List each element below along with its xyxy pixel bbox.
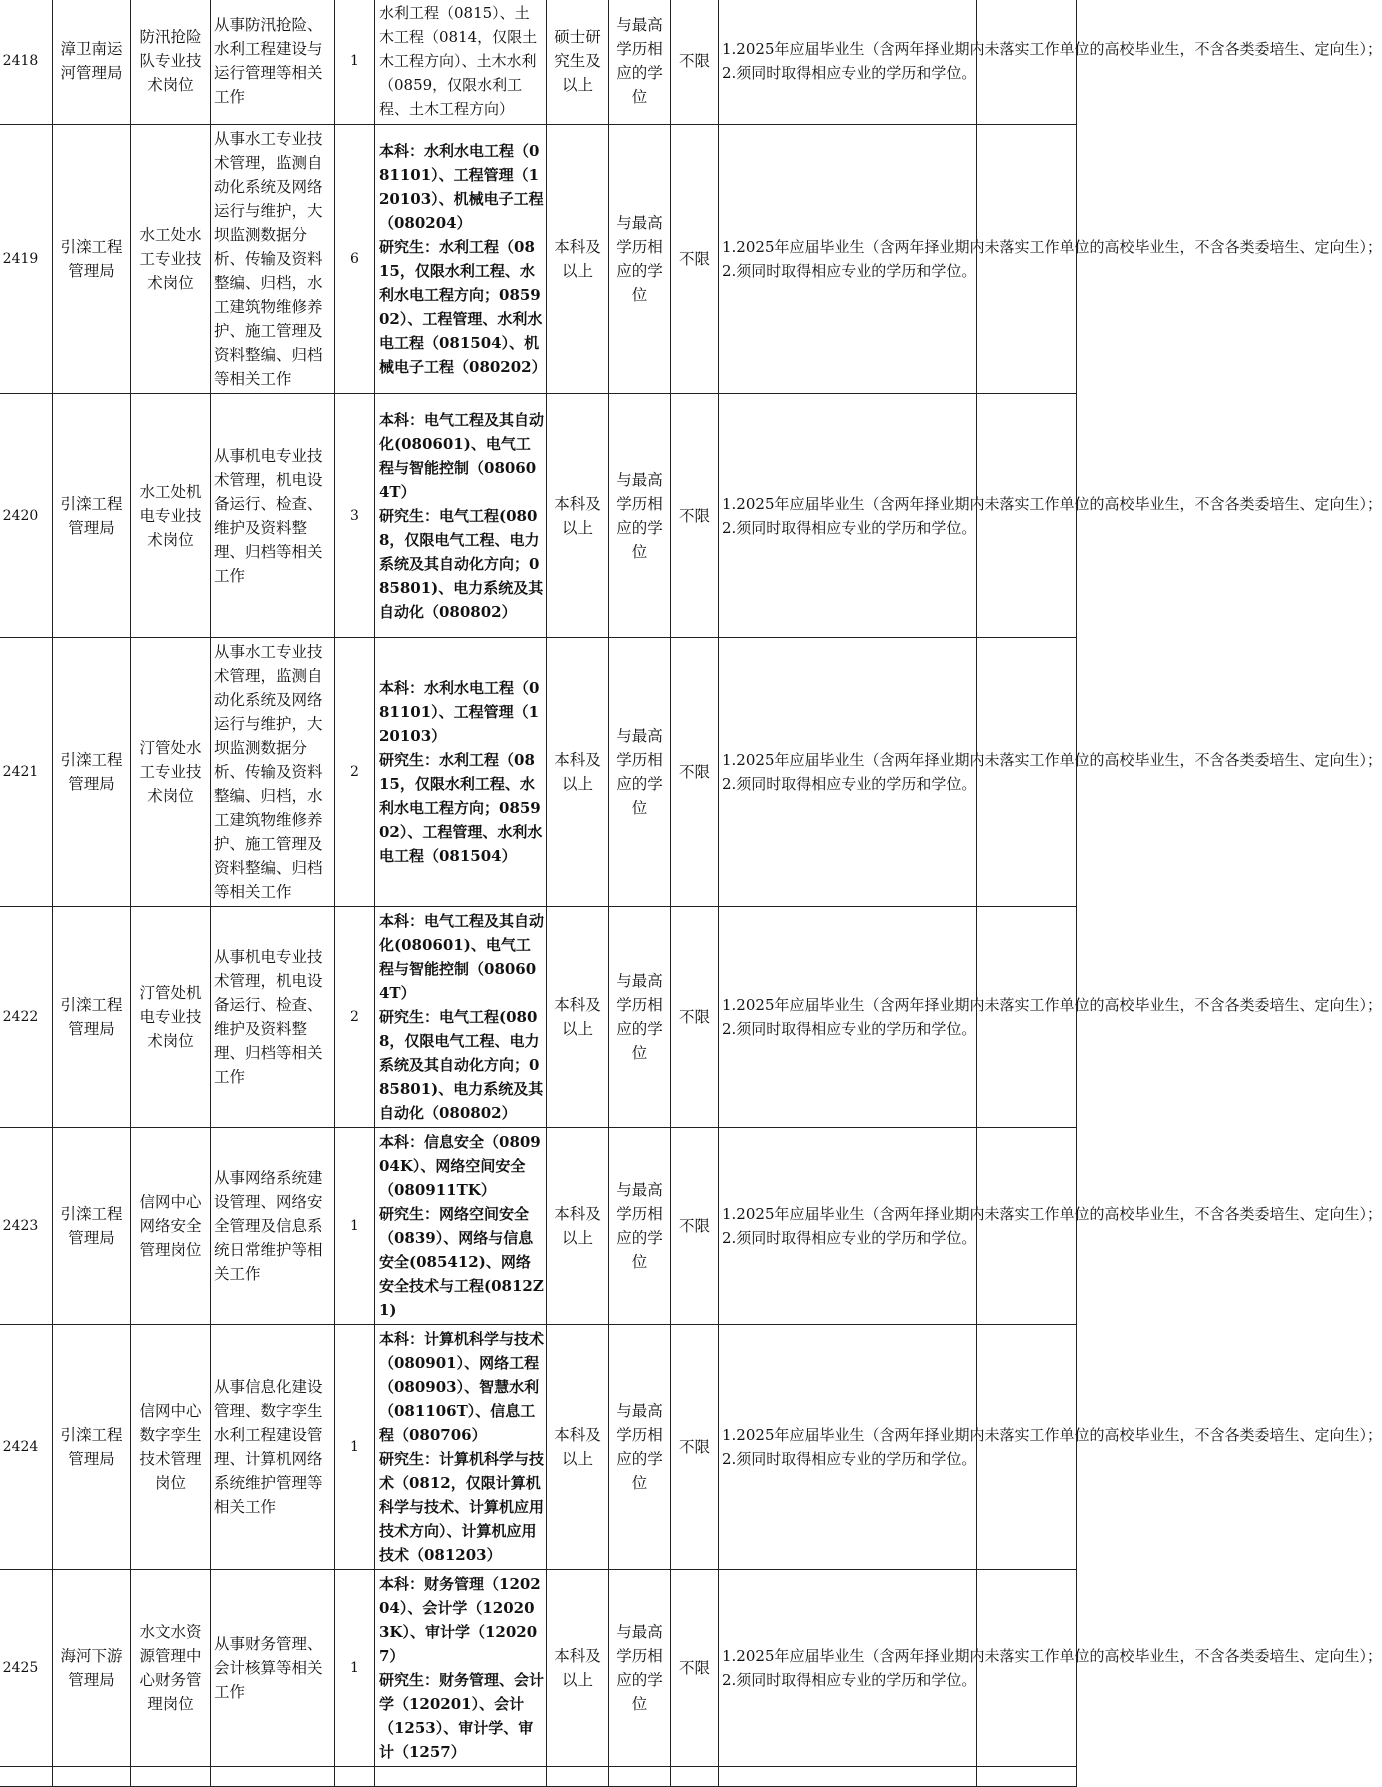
empty-cell xyxy=(719,1767,977,1787)
cell-major-requirement xyxy=(375,1325,547,1570)
table-row xyxy=(0,1128,1077,1325)
cell-employer-unit: 海河下游管理局 xyxy=(53,1570,131,1767)
cell-age-limit: 不限 xyxy=(671,907,719,1128)
remark-line: 2.须同时取得相应专业的学历和学位。 xyxy=(722,63,977,82)
cell-education: 本科及以上 xyxy=(547,1570,609,1767)
cell-education: 硕士研究生及以上 xyxy=(547,0,609,125)
cell-major-requirement xyxy=(375,638,547,907)
cell-remarks xyxy=(719,638,1382,907)
cell-employer-unit: 引滦工程管理局 xyxy=(53,125,131,394)
cell-cut-off xyxy=(977,1570,1077,1767)
cell-age-limit: 不限 xyxy=(671,1570,719,1767)
cell-position-name: 水文水资源管理中心财务管理岗位 xyxy=(131,1570,211,1767)
cell-position-name: 信网中心数字孪生技术管理岗位 xyxy=(131,1325,211,1570)
remark-line: 2.须同时取得相应专业的学历和学位。 xyxy=(722,1020,977,1038)
remark-line: 1.2025年应届毕业生（含两年择业期内未落实工作单位的高校毕业生，不含各类委培生、定向生）； xyxy=(722,1205,1382,1223)
cell-headcount: 2 xyxy=(335,638,375,907)
major-line: 本科：信息安全（080904K）、网络空间安全（080911TK） xyxy=(379,1133,541,1199)
cell-position-code: 2424 xyxy=(0,1325,53,1570)
cell-remarks xyxy=(719,125,1382,394)
empty-cell xyxy=(671,1767,719,1787)
remark-line: 2.须同时取得相应专业的学历和学位。 xyxy=(722,775,977,793)
cell-major-requirement xyxy=(375,1128,547,1325)
cell-job-duty: 从事水工专业技术管理，监测自动化系统及网络运行与维护，大坝监测数据分析、传输及资料整编、归档，水工建筑物维修养护、施工管理及资料整编、归档等相关工作 xyxy=(211,125,335,394)
cell-education: 本科及以上 xyxy=(547,125,609,394)
cell-headcount: 1 xyxy=(335,1570,375,1767)
empty-cell xyxy=(547,1767,609,1787)
cell-cut-off xyxy=(977,1128,1077,1325)
cell-position-name: 汀管处水工专业技术岗位 xyxy=(131,638,211,907)
cell-major-requirement xyxy=(375,1570,547,1767)
table-row xyxy=(0,907,1077,1128)
cell-headcount: 2 xyxy=(335,907,375,1128)
cell-education: 本科及以上 xyxy=(547,394,609,638)
remark-line: 2.须同时取得相应专业的学历和学位。 xyxy=(722,518,977,537)
table-row xyxy=(0,638,1077,907)
table-row xyxy=(0,0,1077,125)
cell-job-duty: 从事机电专业技术管理，机电设备运行、检查、维护及资料整理、归档等相关工作 xyxy=(211,394,335,638)
cell-remarks xyxy=(719,394,1382,638)
cell-job-duty: 从事水工专业技术管理，监测自动化系统及网络运行与维护，大坝监测数据分析、传输及资料整编、归档，水工建筑物维修养护、施工管理及资料整编、归档等相关工作 xyxy=(211,638,335,907)
major-line: 研究生：水利工程（0815，仅限水利工程、水利水电工程方向；085902）、工程管理、水利水电工程（081504）、机械电子工程（080202） xyxy=(379,238,547,376)
empty-cell xyxy=(211,1767,335,1787)
cell-degree: 与最高学历相应的学位 xyxy=(609,0,671,125)
cell-position-code: 2420 xyxy=(0,394,53,638)
cell-age-limit: 不限 xyxy=(671,394,719,638)
cell-job-duty: 从事财务管理、会计核算等相关工作 xyxy=(211,1570,335,1767)
cell-cut-off xyxy=(977,0,1077,125)
cell-cut-off xyxy=(977,907,1077,1128)
cell-degree: 与最高学历相应的学位 xyxy=(609,907,671,1128)
table-row-partial xyxy=(0,1767,1077,1787)
cell-cut-off xyxy=(977,125,1077,394)
cell-age-limit: 不限 xyxy=(671,1325,719,1570)
cell-job-duty: 从事机电专业技术管理，机电设备运行、检查、维护及资料整理、归档等相关工作 xyxy=(211,907,335,1128)
cell-headcount: 1 xyxy=(335,0,375,125)
remark-line: 1.2025年应届毕业生（含两年择业期内未落实工作单位的高校毕业生，不含各类委培生、定向生）； xyxy=(722,1647,1382,1665)
cell-position-code: 2418 xyxy=(0,0,53,125)
cell-cut-off xyxy=(977,394,1077,638)
table-row xyxy=(0,125,1077,394)
cell-headcount: 1 xyxy=(335,1325,375,1570)
cell-education: 本科及以上 xyxy=(547,1325,609,1570)
cell-headcount: 6 xyxy=(335,125,375,394)
cell-employer-unit: 引滦工程管理局 xyxy=(53,907,131,1128)
cell-job-duty: 从事网络系统建设管理、网络安全管理及信息系统日常维护等相关工作 xyxy=(211,1128,335,1325)
remark-line: 2.须同时取得相应专业的学历和学位。 xyxy=(722,1450,977,1468)
cell-position-code: 2423 xyxy=(0,1128,53,1325)
major-line: 本科：电气工程及其自动化(080601)、电气工程与智能控制（080604T） xyxy=(379,912,545,1002)
table-row xyxy=(0,1325,1077,1570)
empty-cell xyxy=(609,1767,671,1787)
remark-line: 2.须同时取得相应专业的学历和学位。 xyxy=(722,1229,977,1247)
cell-education: 本科及以上 xyxy=(547,907,609,1128)
remark-line: 1.2025年应届毕业生（含两年择业期内未落实工作单位的高校毕业生，不含各类委培生、定向生）； xyxy=(722,996,1382,1014)
cell-headcount: 1 xyxy=(335,1128,375,1325)
cell-major-requirement xyxy=(375,907,547,1128)
cell-education: 本科及以上 xyxy=(547,1128,609,1325)
cell-major-requirement xyxy=(375,125,547,394)
cell-position-name: 水工处机电专业技术岗位 xyxy=(131,394,211,638)
cell-remarks xyxy=(719,907,1382,1128)
cell-employer-unit: 漳卫南运河管理局 xyxy=(53,0,131,125)
remark-line: 1.2025年应届毕业生（含两年择业期内未落实工作单位的高校毕业生，不含各类委培生、定向生）； xyxy=(722,494,1382,513)
empty-cell xyxy=(53,1767,131,1787)
cell-position-name: 防汛抢险队专业技术岗位 xyxy=(131,0,211,125)
cell-cut-off xyxy=(977,1325,1077,1570)
empty-cell xyxy=(335,1767,375,1787)
major-line: 研究生：水利工程（0815，仅限水利工程、水利水电工程方向；085902）、工程管理、水利水电工程（081504） xyxy=(379,751,543,865)
cell-position-name: 汀管处机电专业技术岗位 xyxy=(131,907,211,1128)
cell-age-limit: 不限 xyxy=(671,638,719,907)
major-line: 本科：财务管理（120204）、会计学（120203K）、审计学（120207） xyxy=(379,1575,541,1665)
cell-degree: 与最高学历相应的学位 xyxy=(609,1570,671,1767)
cell-age-limit: 不限 xyxy=(671,0,719,125)
cell-job-duty: 从事信息化建设管理、数字孪生水利工程建设管理、计算机网络系统维护管理等相关工作 xyxy=(211,1325,335,1570)
cell-remarks xyxy=(719,1325,1382,1570)
empty-cell xyxy=(977,1767,1077,1787)
cell-degree: 与最高学历相应的学位 xyxy=(609,394,671,638)
empty-cell xyxy=(0,1767,53,1787)
remark-line: 1.2025年应届毕业生（含两年择业期内未落实工作单位的高校毕业生，不含各类委培生、定向生）； xyxy=(722,751,1382,769)
cell-position-name: 信网中心网络安全管理岗位 xyxy=(131,1128,211,1325)
cell-employer-unit: 引滦工程管理局 xyxy=(53,1128,131,1325)
cell-degree: 与最高学历相应的学位 xyxy=(609,1128,671,1325)
cell-age-limit: 不限 xyxy=(671,125,719,394)
major-line: 本科：水利水电工程（081101）、工程管理（120103）、机械电子工程（080204） xyxy=(379,142,544,232)
major-line: 本科：水利水电工程（081101）、工程管理（120103） xyxy=(379,679,540,745)
cell-age-limit: 不限 xyxy=(671,1128,719,1325)
remark-line: 2.须同时取得相应专业的学历和学位。 xyxy=(722,262,977,280)
table-row xyxy=(0,1570,1077,1767)
cell-position-code: 2421 xyxy=(0,638,53,907)
cell-major-requirement xyxy=(375,0,547,125)
cell-education: 本科及以上 xyxy=(547,638,609,907)
remark-line: 2.须同时取得相应专业的学历和学位。 xyxy=(722,1671,977,1689)
cell-remarks xyxy=(719,1128,1382,1325)
cell-degree: 与最高学历相应的学位 xyxy=(609,1325,671,1570)
cell-headcount: 3 xyxy=(335,394,375,638)
major-line: 研究生：计算机科学与技术（0812，仅限计算机科学与技术、计算机应用技术方向）、计算机应用技术（081203） xyxy=(379,1450,545,1564)
major-line: 研究生：财务管理、会计学（120201）、会计（1253）、审计学、审计（1257） xyxy=(379,1671,545,1761)
major-line: 本科：电气工程及其自动化(080601)、电气工程与智能控制（080604T） xyxy=(379,410,545,501)
cell-position-code: 2419 xyxy=(0,125,53,394)
remark-line: 1.2025年应届毕业生（含两年择业期内未落实工作单位的高校毕业生，不含各类委培生、定向生）； xyxy=(722,39,1382,58)
remark-line: 1.2025年应届毕业生（含两年择业期内未落实工作单位的高校毕业生，不含各类委培生、定向生）； xyxy=(722,1426,1382,1444)
cell-cut-off xyxy=(977,638,1077,907)
cell-job-duty: 从事防汛抢险、水利工程建设与运行管理等相关工作 xyxy=(211,0,335,125)
major-line: 水利工程（0815）、土木工程（0814，仅限土木工程方向）、土木水利（0859，仅限水利工程、土木工程方向） xyxy=(379,3,538,118)
major-line: 研究生：电气工程(0808，仅限电气工程、电力系统及其自动化方向；085801)、电力系统及其自动化（080802） xyxy=(379,506,544,621)
empty-cell xyxy=(375,1767,547,1787)
cell-degree: 与最高学历相应的学位 xyxy=(609,125,671,394)
cell-remarks xyxy=(719,1570,1382,1767)
cell-employer-unit: 引滦工程管理局 xyxy=(53,1325,131,1570)
cell-degree: 与最高学历相应的学位 xyxy=(609,638,671,907)
cell-position-code: 2425 xyxy=(0,1570,53,1767)
table-row xyxy=(0,394,1077,638)
major-line: 本科：计算机科学与技术（080901）、网络工程（080903）、智慧水利（081106T）、信息工程（080706） xyxy=(379,1330,545,1444)
cell-position-name: 水工处水工专业技术岗位 xyxy=(131,125,211,394)
cell-employer-unit: 引滦工程管理局 xyxy=(53,394,131,638)
cell-remarks xyxy=(719,0,1382,125)
major-line: 研究生：电气工程(0808，仅限电气工程、电力系统及其自动化方向；085801)、电力系统及其自动化（080802） xyxy=(379,1008,544,1122)
major-line: 研究生：网络空间安全（0839）、网络与信息安全(085412)、网络安全技术与工程(0812Z1) xyxy=(379,1205,544,1319)
empty-cell xyxy=(131,1767,211,1787)
remark-line: 1.2025年应届毕业生（含两年择业期内未落实工作单位的高校毕业生，不含各类委培生、定向生）； xyxy=(722,238,1382,256)
cell-employer-unit: 引滦工程管理局 xyxy=(53,638,131,907)
cell-major-requirement xyxy=(375,394,547,638)
cell-position-code: 2422 xyxy=(0,907,53,1128)
